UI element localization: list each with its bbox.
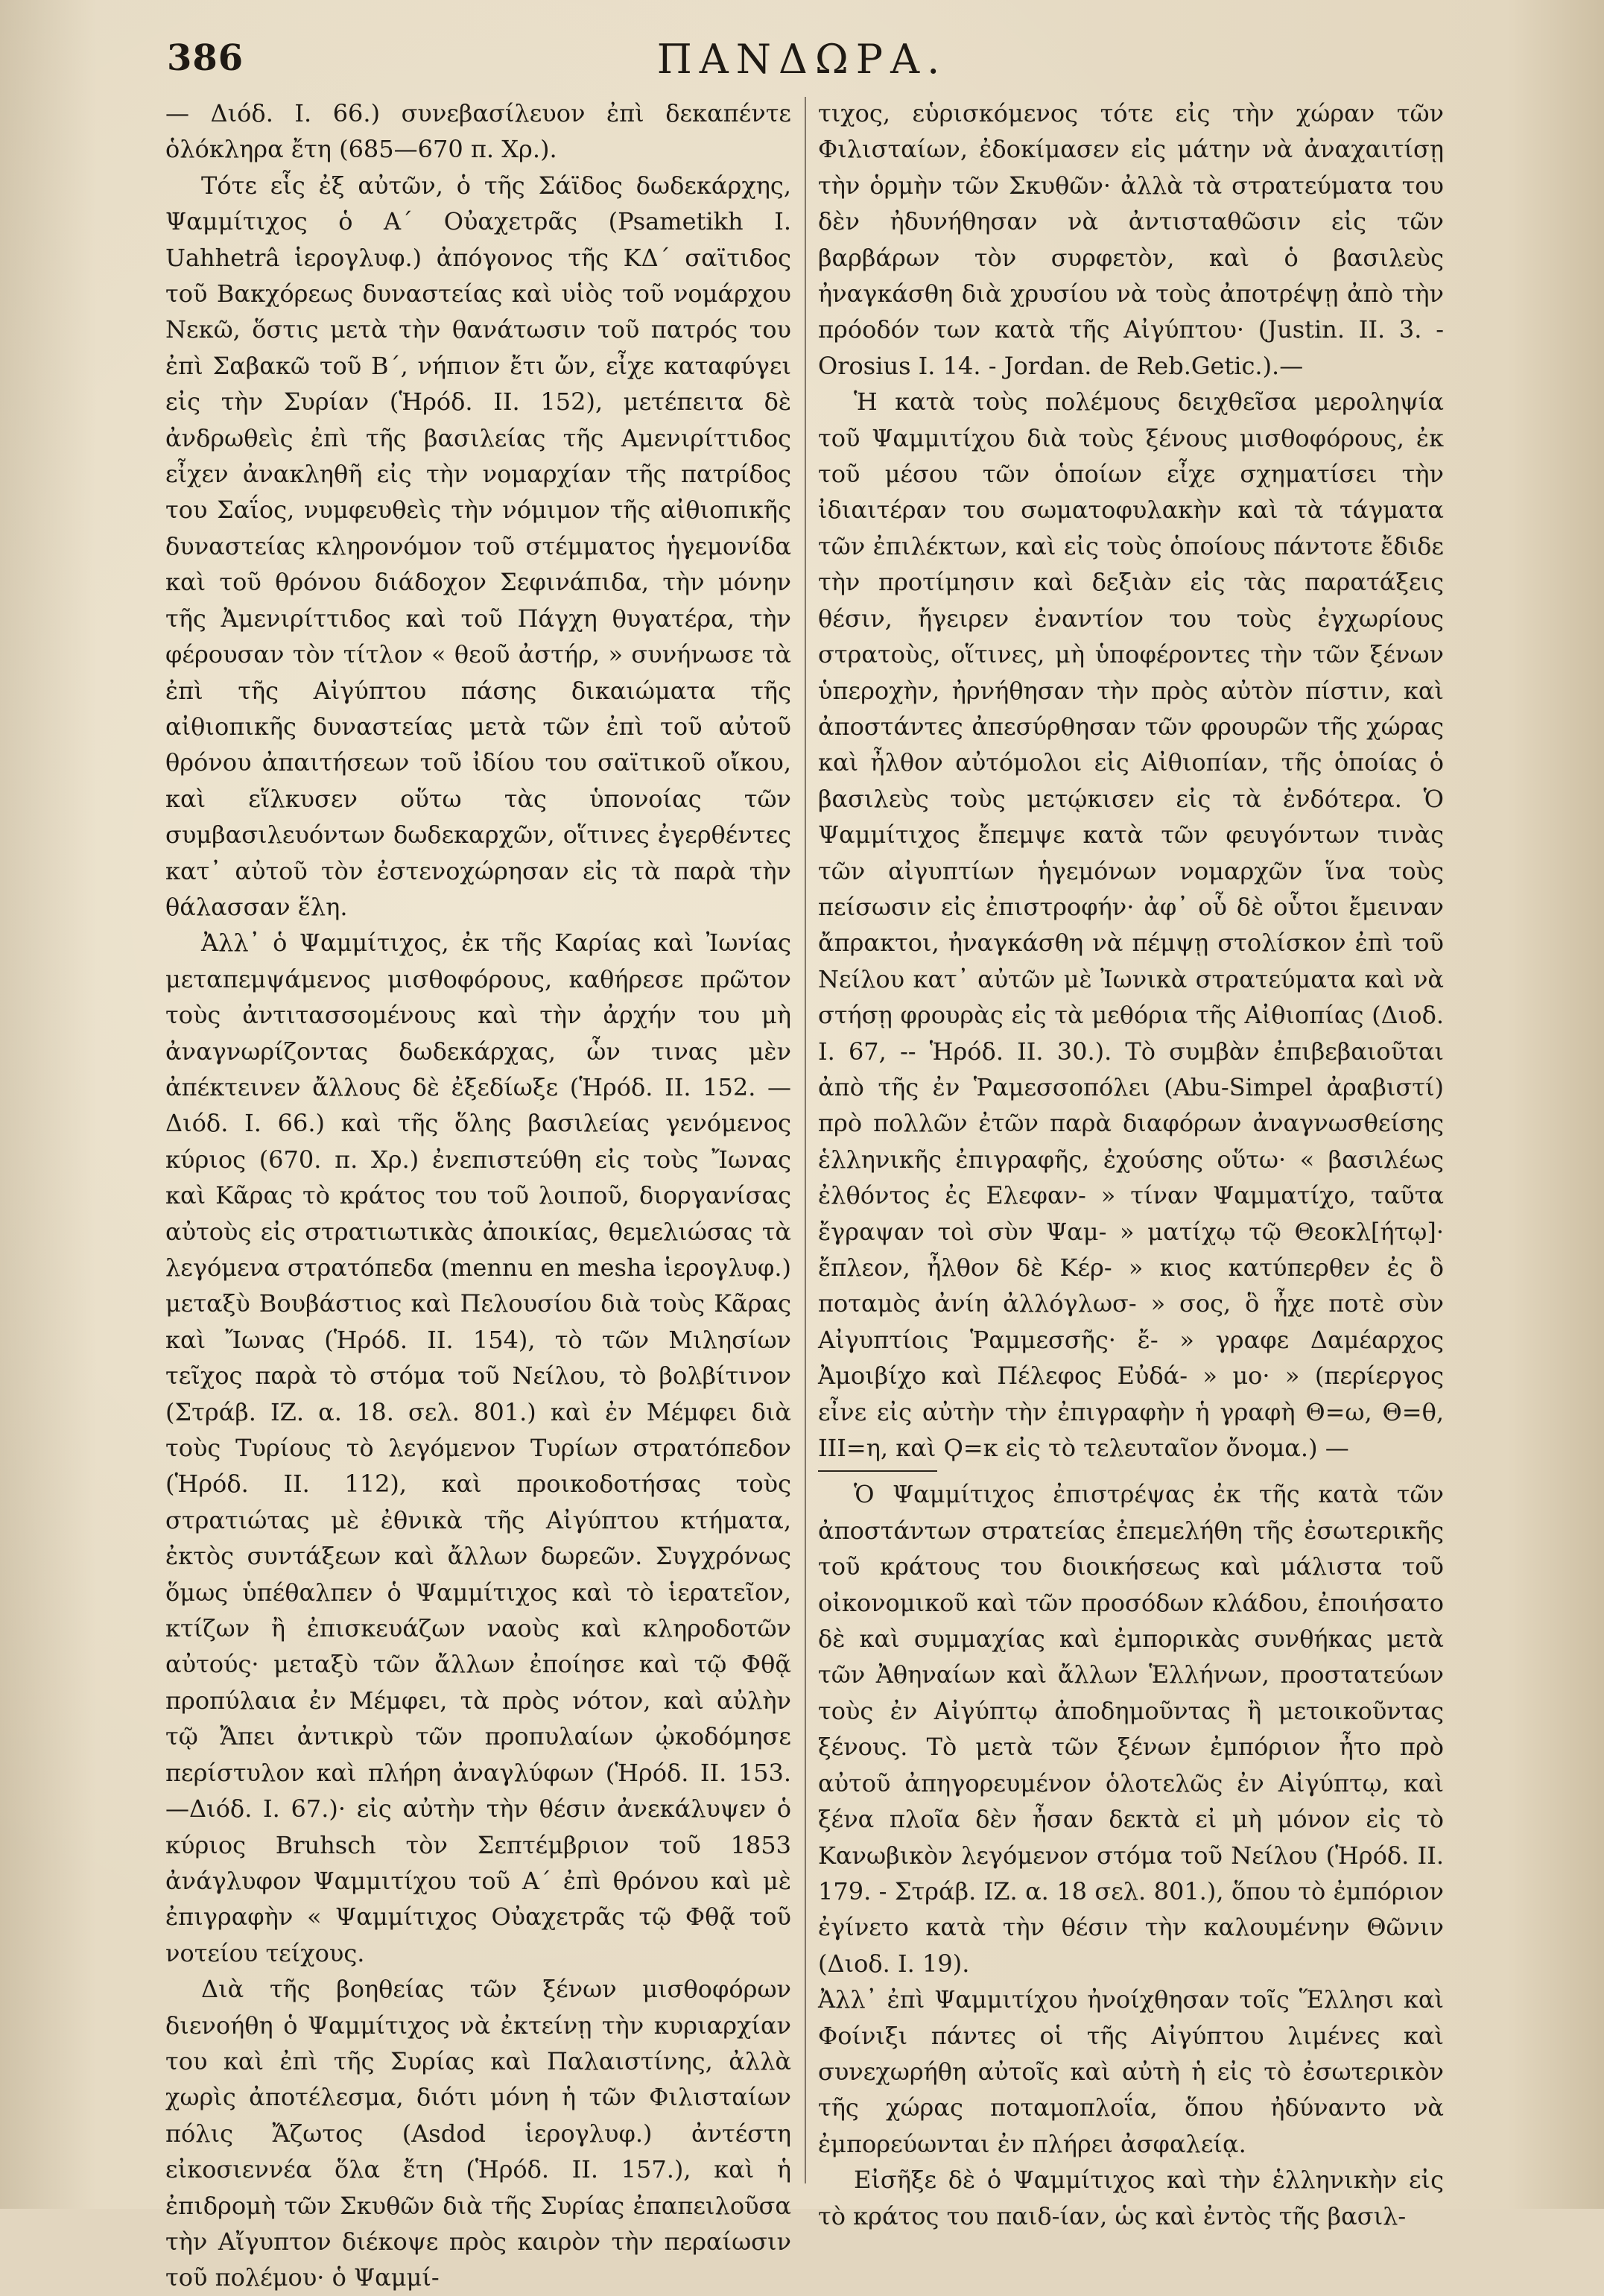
- right-paragraph-2: Ἡ κατὰ τοὺς πολέμους δειχθεῖσα μεροληψία τοῦ Ψαμμιτίχου διὰ τοὺς ξένους μισθοφόρους, ἐκ τοῦ μέσου τῶν ὁποίων εἶχε σχηματίσει τὴν ἰδιαιτέραν του σωματοφυλακὴν καὶ τὰ τάγματα τῶν ἐπιλέκτων, καὶ εἰς τοὺς ὁποίους πάντοτε ἔδιδε τὴν προτίμησιν καὶ δεξιὰν εἰς τὰς παρατάξεις θέσιν, ἤγειρεν ἐναντίον του τοὺς ἐγχωρίους στρατοὺς, οἵτινες, μὴ ὑποφέροντες τὴν τῶν ξένων ὑπεροχὴν, ἠρνήθησαν τὴν πρὸς αὐτὸν πίστιν, καὶ ἀποστάντες ἀπεσύρθησαν τῶν φρουρῶν τῆς χώρας καὶ ἦλθον αὐτόμολοι εἰς Αἰθιοπίαν, τῆς ὁποίας ὁ βασιλεὺς τοὺς μετῴκισεν εἰς τὰ ἐνδότερα. Ὁ Ψαμμίτιχος ἔπεμψε κατὰ τῶν φευγόντων τινὰς τῶν αἰγυπτίων ἡγεμόνων νομαρχῶν ἵνα τοὺς πείσωσιν εἰς ἐπιστροφήν· ἀφ᾽ οὗ δὲ οὗτοι ἔμειναν ἄπρακτοι, ἠναγκάσθη νὰ πέμψῃ στολίσκον ἐπὶ τοῦ Νείλου κατ᾽ αὐτῶν μὲ Ἰωνικὰ στρατεύματα καὶ νὰ στήσῃ φρουρὰς εἰς τὰ μεθόρια τῆς Αἰθιοπίας (Διοδ. Ι. 67, -- Ἡρόδ. ΙΙ. 30.). Τὸ συμβὰν ἐπιβεβαιοῦται ἀπὸ τῆς ἐν Ῥαμεσσοπόλει (Abu-Simpel ἀραβιστί) πρὸ πολλῶν ἐτῶν παρὰ διαφόρων ἀναγνωσθείσης ἑλληνικῆς ἐπιγραφῆς, ἐχούσης οὕτω· « βασιλέως ἐλθόντος ἐς Ελεφαν- » τίναν Ψαμματίχο, ταῦτα ἔγραψαν τοὶ σὺν Ψαμ- » ματίχῳ τῷ Θεοκλ[ήτῳ]· ἔπλεον, ἦλθον δὲ Κέρ- » κιος κατύπερθεν ἐς ὃ ποταμὸς ἀνίη ἀλλόγλωσ- » σος, ὃ ἦχε ποτὲ σὺν Αἰγυπτίοις Ῥαμμεσσῆς· ἔ- » γραφε Δαμέαρχος Ἀμοιβίχο καὶ Πέλεφος Εὐδά- » μο· » (περίεργος εἶνε εἰς αὐτὴν τὴν ἐπιγραφὴν ἡ γραφὴ Θ=ω, Θ=θ, ΙΙΙ=η, καὶ Ϙ=κ εἰς τὸ τελευταῖον ὄνομα.) —: [818, 388, 1444, 1463]
- right-column: [818, 95, 1444, 2234]
- left-paragraph-3: Ἀλλ᾽ ὁ Ψαμμίτιχος, ἐκ τῆς Καρίας καὶ Ἰωνίας μεταπεμψάμενος μισθοφόρους, καθήρεσε πρῶτον τοὺς ἀντιτασσομένους καὶ τὴν ἀρχήν του μὴ ἀναγνωρίζοντας δωδεκάρχας, ὧν τινας μὲν ἀπέκτεινεν ἄλλους δὲ ἐξεδίωξε (Ἡρόδ. ΙΙ. 152. —Διόδ. Ι. 66.) καὶ τῆς ὅλης βασιλείας γενόμενος κύριος (670. π. Χρ.) ἐνεπιστεύθη εἰς τοὺς Ἴωνας καὶ Κᾶρας τὸ κράτος του τοῦ λοιποῦ, διοργανίσας αὐτοὺς εἰς στρατιωτικὰς ἀποικίας, θεμελιώσας τὰ λεγόμενα στρατόπεδα (mennu en mesha ἱερογλυφ.) μεταξὺ Βουβάστιος καὶ Πελουσίου διὰ τοὺς Κᾶρας καὶ Ἴωνας (Ἡρόδ. ΙΙ. 154), τὸ τῶν Μιλησίων τεῖχος παρὰ τὸ στόμα τοῦ Νείλου, τὸ βολβίτινον (Στράβ. ΙΖ. α. 18. σελ. 801.) καὶ ἐν Μέμφει διὰ τοὺς Τυρίους τὸ λεγόμενον Τυρίων στρατόπεδον (Ἡρόδ. ΙΙ. 112), καὶ προικοδοτήσας τοὺς στρατιώτας μὲ ἐθνικὰ τῆς Αἰγύπτου κτήματα, ἐκτὸς συντάξεων καὶ ἄλλων δωρεῶν. Συγχρόνως ὅμως ὑπέθαλπεν ὁ Ψαμμίτιχος καὶ τὸ ἱερατεῖον, κτίζων ἢ ἐπισκευάζων ναοὺς καὶ κληροδοτῶν αὐτούς· μεταξὺ τῶν ἄλλων ἐποίησε καὶ τῷ Φθᾷ προπύλαια ἐν Μέμφει, τὰ πρὸς νότον, καὶ αὐλὴν τῷ Ἄπει ἀντικρὺ τῶν προπυλαίων ᾠκοδόμησε περίστυλον καὶ πλήρη ἀναγλύφων (Ἡρόδ. ΙΙ. 153. —Διόδ. Ι. 67.)· εἰς αὐτὴν τὴν θέσιν ἀνεκάλυψεν ὁ κύριος Bruhsch τὸν Σεπτέμβριον τοῦ 1853 ἀνάγλυφον Ψαμμιτίχου τοῦ Α΄ ἐπὶ θρόνου καὶ μὲ ἐπιγραφὴν « Ψαμμίτιχος Οὐαχετρᾶς τῷ Φθᾷ τοῦ νοτείου τείχους.: [165, 929, 791, 1967]
- running-title: ΠΑΝΔΩΡΑ.: [656, 36, 948, 83]
- right-paragraph-3: Ὁ Ψαμμίτιχος ἐπιστρέψας ἐκ τῆς κατὰ τῶν ἀποστάντων στρατείας ἐπεμελήθη τῆς ἐσωτερικῆς τοῦ κράτους του διοικήσεως καὶ μάλιστα τοῦ οἰκονομικοῦ καὶ τῶν προσόδων κλάδου, ἐποιήσατο δὲ καὶ συμμαχίας καὶ ἐμπορικὰς συνθήκας μετὰ τῶν Ἀθηναίων καὶ ἄλλων Ἑλλήνων, προστατεύων τοὺς ἐν Αἰγύπτῳ ἀποδημοῦντας ἢ μετοικοῦντας ξένους. Τὸ μετὰ τῶν ξένων ἐμπόριον ἦτο πρὸ αὐτοῦ ἀπηγορευμένον ὁλοτελῶς ἐν Αἰγύπτῳ, καὶ ξένα πλοῖα δὲν ἦσαν δεκτὰ εἰ μὴ μόνον εἰς τὸ Κανωβικὸν λεγόμενον στόμα τοῦ Νείλου (Ἡρόδ. ΙΙ. 179. - Στράβ. ΙΖ. α. 18 σελ. 801.), ὅπου τὸ ἐμπόριον ἐγίνετο κατὰ τὴν θέσιν τὴν καλουμένην Θῶνιν (Διοδ. Ι. 19).: [818, 1480, 1444, 1978]
- page-number: 386: [167, 37, 244, 79]
- right-paragraph-5: Εἰσῆξε δὲ ὁ Ψαμμίτιχος καὶ τὴν ἑλληνικὴν εἰς τὸ κράτος του παιδ-ίαν, ὡς καὶ ἐντὸς τῆς βασιλ-: [818, 2166, 1444, 2230]
- right-paragraph-1: τιχος, εὑρισκόμενος τότε εἰς τὴν χώραν τῶν Φιλισταίων, ἐδοκίμασεν εἰς μάτην νὰ ἀναχαιτίσῃ τὴν ὁρμὴν τῶν Σκυθῶν· ἀλλὰ τὰ στρατεύματα του δὲν ἠδυνήθησαν νὰ ἀντισταθῶσιν εἰς τῶν βαρβάρων τὸν συρφετὸν, καὶ ὁ βασιλεὺς ἠναγκάσθη διὰ χρυσίου νὰ τοὺς ἀποτρέψῃ ἀπὸ τὴν πρόοδόν των κατὰ τῆς Αἰγύπτου· (Justin. II. 3. - Orosius I. 14. - Jordan. de Reb.Getic.).—: [818, 99, 1444, 380]
- left-paragraph-2: Τότε εἷς ἐξ αὐτῶν, ὁ τῆς Σάϊδος δωδεκάρχης, Ψαμμίτιχος ὁ Α΄ Οὐαχετρᾶς (Psametikh I. Uahhetrâ ἱερογλυφ.) ἀπόγονος τῆς ΚΔ΄ σαϊτιδος τοῦ Βακχόρεως δυναστείας καὶ υἱὸς τοῦ νομάρχου Νεκῶ, ὅστις μετὰ τὴν θανάτωσιν τοῦ πατρός του ἐπὶ Σαβακῶ τοῦ Β΄, νήπιον ἔτι ὤν, εἶχε καταφύγει εἰς τὴν Συρίαν (Ἡρόδ. ΙΙ. 152), μετέπειτα δὲ ἀνδρωθεὶς ἐπὶ τῆς βασιλείας τῆς Αμενιρίττιδος εἶχεν ἀνακληθῆ εἰς τὴν νομαρχίαν τῆς πατρίδος του Σαΐος, νυμφευθεὶς τὴν νόμιμον τῆς αἰθιοπικῆς δυναστείας κληρονόμον τοῦ στέμματος ἡγεμονίδα καὶ τοῦ θρόνου διάδοχον Σεφινάπιδα, τὴν μόνην τῆς Ἀμενιρίττιδος καὶ τοῦ Πάγχη θυγατέρα, τὴν φέρουσαν τὸν τίτλον « θεοῦ ἀστήρ, » συνήνωσε τὰ ἐπὶ τῆς Αἰγύπτου πάσης δικαιώματα τῆς αἰθιοπικῆς δυναστείας μετὰ τῶν ἐπὶ τοῦ αὐτοῦ θρόνου ἀπαιτήσεων τοῦ ἰδίου του σαϊτικοῦ οἴκου, καὶ εἵλκυσεν οὕτω τὰς ὑπονοίας τῶν συμβασιλευόντων δωδεκαρχῶν, οἵτινες ἐγερθέντες κατ᾽ αὐτοῦ τὸν ἐστενοχώρησαν εἰς τὰ παρὰ τὴν θάλασσαν ἕλη.: [165, 171, 791, 921]
- left-column: [165, 95, 791, 2296]
- right-paragraph-4: Ἀλλ᾽ ἐπὶ Ψαμμιτίχου ἠνοίχθησαν τοῖς Ἕλλησι καὶ Φοίνιξι πάντες οἱ τῆς Αἰγύπτου λιμένες καὶ συνεχωρήθη αὐτοῖς καὶ αὐτὴ ἡ εἰς τὸ ἐσωτερικὸν τῆς χώρας ποταμοπλοΐα, ὅπου ἠδύναντο νὰ ἐμπορεύωνται ἐν πλήρει ἀσφαλείᾳ.: [818, 1985, 1444, 2158]
- left-paragraph-1: — Διόδ. Ι. 66.) συνεβασίλευον ἐπὶ δεκαπέντε ὁλόκληρα ἔτη (685—670 π. Χρ.).: [165, 99, 791, 164]
- left-paragraph-4: Διὰ τῆς βοηθείας τῶν ξένων μισθοφόρων διενοήθη ὁ Ψαμμίτιχος νὰ ἐκτείνῃ τὴν κυριαρχίαν του καὶ ἐπὶ τῆς Συρίας καὶ Παλαιστίνης, ἀλλὰ χωρὶς ἀποτέλεσμα, διότι μόνη ἡ τῶν Φιλισταίων πόλις Ἄζωτος (Asdod ἱερογλυφ.) ἀντέστη εἰκοσιεννέα ὅλα ἔτη (Ἡρόδ. ΙΙ. 157.), καὶ ἡ ἐπιδρομὴ τῶν Σκυθῶν διὰ τῆς Συρίας ἐπαπειλοῦσα τὴν Αἴγυπτον διέκοψε πρὸς καιρὸν τὴν περαίωσιν τοῦ πολέμου· ὁ Ψαμμί-: [165, 1975, 791, 2292]
- section-rule: [818, 1470, 937, 1472]
- column-divider: [805, 97, 806, 2183]
